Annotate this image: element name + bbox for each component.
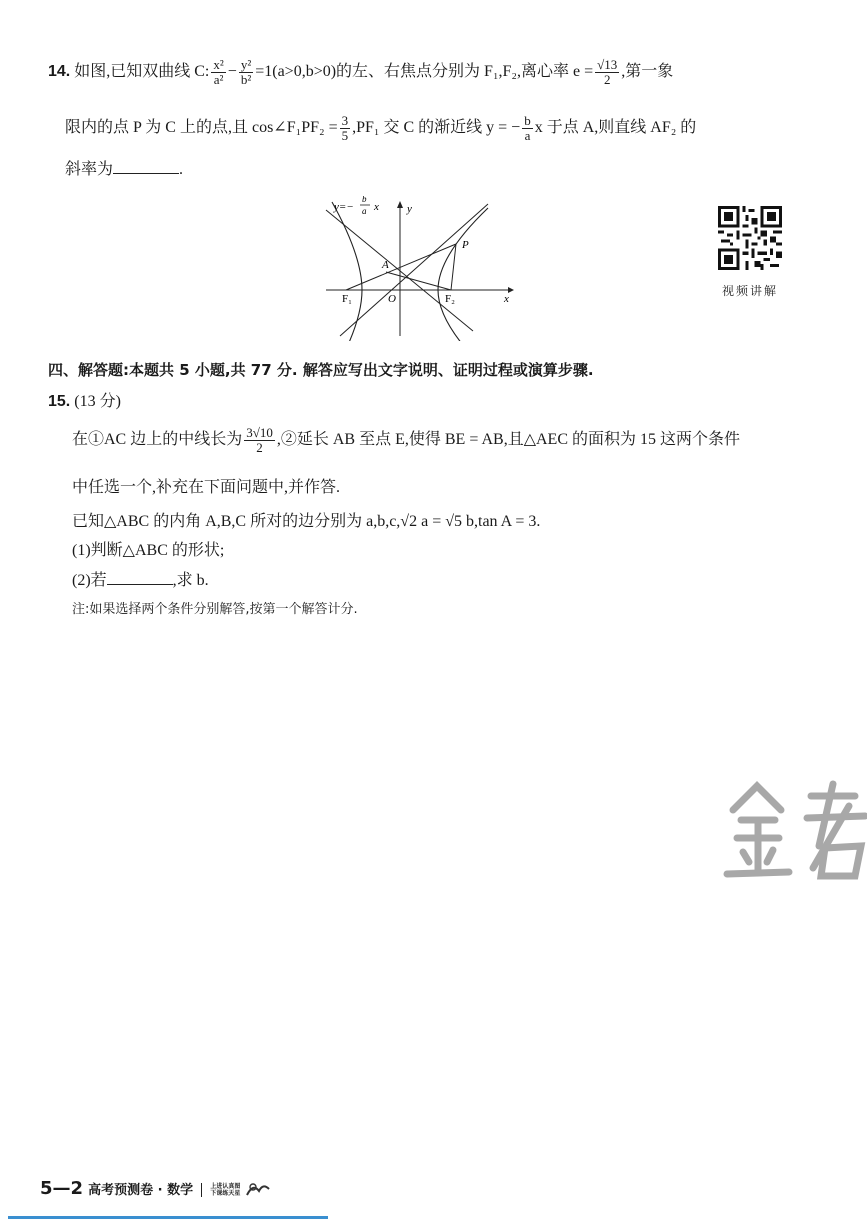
video-explanation-label[interactable]: 视频讲解: [722, 284, 779, 298]
q14-text: 如图,已知双曲线 C:: [74, 63, 210, 81]
q15-text: ,求 b.: [172, 572, 209, 589]
asym-a: a: [362, 206, 367, 216]
fraction: $\frac{3}{5}$: [341, 113, 349, 143]
y-axis-label: y: [407, 203, 412, 215]
q14-text: x 于点 A,则直线 AF₂ 的: [534, 119, 697, 137]
question-number: 15.: [48, 393, 71, 410]
asymptote-label: y=−: [334, 201, 354, 213]
focus-F1-label: F₁: [342, 293, 352, 305]
point-P-label: P: [462, 239, 469, 251]
slogan-line-2: 下课练天星: [210, 1189, 241, 1197]
point-A-label: A: [382, 259, 389, 271]
right-branch: [438, 208, 488, 341]
slogan: [210, 1183, 240, 1197]
y-axis-arrow: [397, 201, 403, 208]
fraction: $\frac{√13}{2}$: [597, 57, 618, 87]
answer-blank: [107, 570, 173, 585]
focus-F2-label: F₂: [445, 293, 455, 305]
period: .: [179, 161, 184, 178]
q15-line1: [72, 426, 740, 455]
divider: [201, 1183, 202, 1197]
left-branch: [332, 202, 362, 341]
line-AF2: [386, 272, 451, 290]
q15-part2: [72, 567, 209, 590]
watermark-logo: [715, 776, 867, 886]
q15-part1: (1)判断△ABC 的形状;: [72, 542, 225, 559]
q14-text: ,第一象: [621, 63, 674, 81]
footer-title: 高考预测卷 · 数学: [88, 1183, 194, 1198]
answer-blank: [113, 159, 179, 174]
line-PF1: [346, 244, 456, 290]
q15-line2: 中任选一个,补充在下面问题中,并作答.: [72, 479, 341, 496]
page-footer: [40, 1178, 340, 1200]
section-heading: 四、解答题:本题共 5 小题,共 77 分. 解答应写出文字说明、证明过程或演算步骤.: [48, 361, 594, 379]
q15-text: ,②延长 AB 至点 E,使得 BE = AB,且△AEC 的面积为 15 这两个条件: [276, 431, 740, 449]
bottom-rule: [8, 1216, 328, 1219]
q15-note: 注:如果选择两个条件分别解答,按第一个解答计分.: [72, 602, 358, 617]
page-number: 5—2: [40, 1178, 84, 1199]
fraction: $\frac{\text{y²}}{\text{b²}}$: [240, 57, 252, 87]
origin-label: O: [388, 293, 396, 305]
x-axis-label: x: [504, 293, 509, 305]
x-axis-arrow: [508, 287, 514, 293]
q14-text: 斜率为: [65, 161, 114, 178]
score: (13 分): [74, 393, 121, 410]
fraction: $\frac{3√10}{2}$: [246, 425, 273, 455]
brand-logo-icon: [245, 1181, 271, 1199]
fraction: $\frac{\text{x²}}{\text{a²}}$: [213, 57, 224, 87]
hyperbola-figure: [318, 196, 518, 341]
asym-b: b: [362, 196, 367, 204]
q15-text: (2)若: [72, 572, 107, 589]
asymptote-pos: [340, 204, 488, 336]
q14-text: =1(a>0,b>0)的左、右焦点分别为 F₁,F₂,离心率 e =: [255, 63, 594, 81]
q15-text: 在①AC 边上的中线长为: [72, 431, 243, 449]
asym-x: x: [374, 201, 379, 213]
question-number: 14.: [48, 63, 71, 81]
slogan-line-1: 上进认真图: [210, 1182, 241, 1190]
fraction: $\frac{b}{a}$: [524, 113, 531, 143]
q15-given: 已知△ABC 的内角 A,B,C 所对的边分别为 a,b,c,√2 a = √5 b,tan A = 3.: [72, 513, 541, 530]
qr-code-icon[interactable]: [718, 206, 782, 270]
minus-sign: −: [227, 63, 237, 81]
q15-header: [48, 388, 121, 411]
q14-text: 限内的点 P 为 C 上的点,且 cos∠F₁PF₂ =: [65, 119, 338, 137]
q14-text: ,PF₁ 交 C 的渐近线 y = −: [352, 119, 521, 137]
